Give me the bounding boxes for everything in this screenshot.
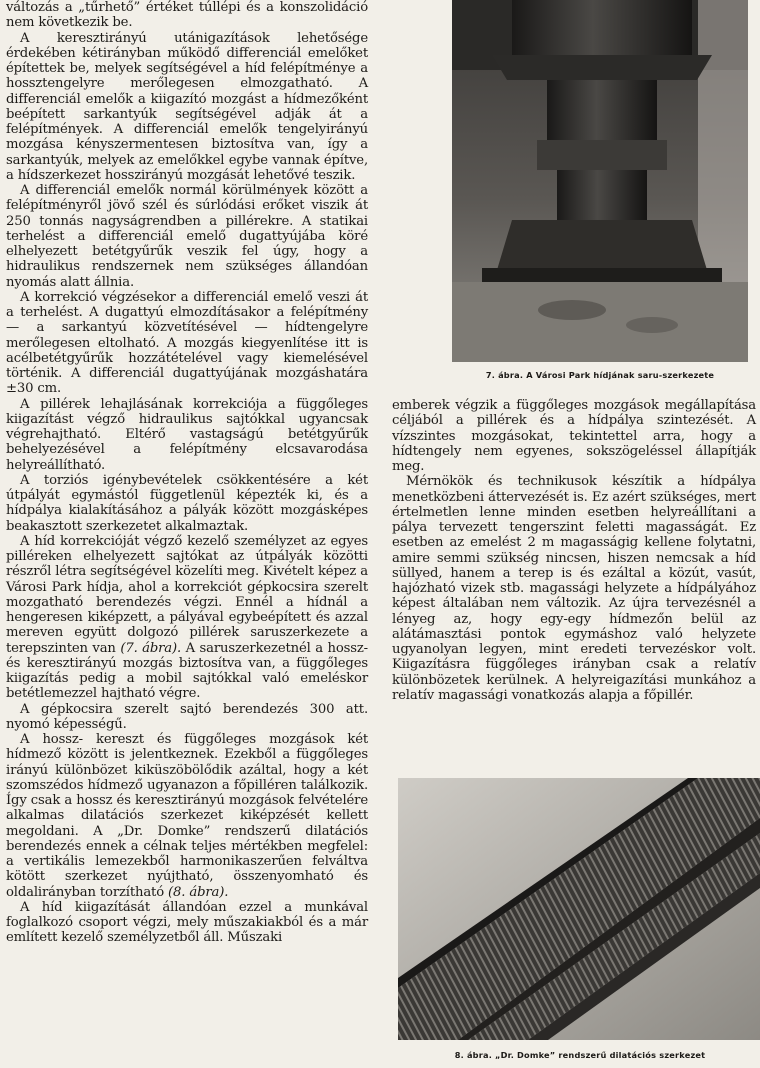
paragraph: A gépkocsira szerelt sajtó berendezés 300 att. nyomó képességű. — [6, 701, 368, 732]
paragraph — [6, 534, 368, 702]
figure-8-photo — [398, 778, 760, 1040]
paragraph: A keresztirányú utánigazítások lehetősége érdekében kétirányban működő differenciál emelőket építettek be, melyek segítségével a híd felépítménye a hossztengelyre merőlegesen elmozgatható. A differenciál emelők a kiigazító mozgást a hídmezőként beépített sarkantyúk segítségével adják át a felépítmények. A differenciál emelők tengelyirányú mozgása kényszermentesen biztosítva van, így a sarkantyúk, melyek az emelőkkel egybe vannak építve, a hídszerkezet hosszirányú mozgását lehetővé teszik. — [6, 30, 368, 183]
figure-reference: (7. ábra). — [120, 640, 182, 656]
figure-8-caption: 8. ábra. „Dr. Domke” rendszerű dilatációs szerkezet — [454, 1050, 706, 1060]
paragraph-text: A saruszerkezetnél a hossz- és keresztirányú mozgás biztosítva van, a függőleges kiigazítás pedig a mobil sajtókkal való emeléskor betétlemezzel hajtható végre. — [6, 640, 368, 702]
paragraph: változás a „tűrhető” értéket túllépi és a konszolidáció nem következik be. — [6, 0, 368, 31]
figure-7-caption: 7. ábra. A Városi Park hídjának saru-szerkezete — [485, 370, 715, 380]
paragraph: A korrekció végzésekor a differenciál emelő veszi át a terhelést. A dugattyú elmozdításakor a felépítmény — a sarkantyú közvetítésével — hídtengelyre merőlegesen eltolható. A mozgás kiegyenlítése itt is acélbetétgyűrűk hozzátételével vagy kiemelésével történik. A differenciál dugattyújának mozgáshatára ±30 cm. — [6, 289, 368, 397]
paragraph-text: A hossz- kereszt és függőleges mozgások két hídmező között is jelentkeznek. Ezekből a függőleges irányú különbözet kiküszöbölődik azáltal, hogy a két szomszédos hídmező ugyanazon a főpilléren találkozik. Így csak a hossz és keresztirányú mozgások felvételére alkalmas dilatációs szerkezet kiképzését kellett megoldani. A „Dr. Domke” rendszerű dilatációs berendezés ennek a célnak teljes mértékben megfelel: a vertikális lemezekből harmonikaszerűen felváltva kötött szerkezet nyújtható, összenyomható és oldalirányban torzítható — [6, 732, 368, 900]
paragraph: A híd kiigazítását állandóan ezzel a munkával foglalkozó csoport végzi, mely műszakiakból és a már említett kezelő személyzetből áll. Műszaki — [6, 899, 368, 946]
paragraph: A differenciál emelők normál körülmények között a felépítményről jövő szél és súrlódási erőket viszik át 250 tonnás nagyságrendben a pillérekre. A statikai terhelést a differenciál emelő dugattyújába köré elhelyezett betétgyűrűk veszik fel úgy, hogy a hidraulikus rendszernek nem szükséges állandóan nyomás alatt állnia. — [6, 183, 368, 290]
right-text-column — [392, 398, 756, 703]
paragraph: emberek végzik a függőleges mozgások megállapítása céljából a pillérek és a hídpálya szintezését. A vízszintes mozgásokat, tekintettel arra, hogy a hídtengely nem egyenes, sokszögeléssel állapítják meg. — [392, 398, 756, 474]
paragraph-text: A híd korrekcióját végző kezelő személyzet az egyes pilléreken elhelyezett sajtókat az útpályák közötti részről létra segítségével közelíti meg. Kivételt képez a Városi Park hídja, ahol a korrekciót gépkocsira szerelt mozgatható berendezés végzi. Ennél a hídnál a hengeresen kiképzett, a pályával egybeépített és azzal mereven együtt dolgozó pillérek saruszerkezete a terepszinten van — [6, 533, 368, 656]
paragraph: A pillérek lehajlásának korrekciója a függőleges kiigazítást végző hidraulikus sajtókkal ugyancsak végrehajtható. Eltérő vastagságú betétgyűrűk behelyezésével a felépítmény elcsavarodása helyreállítható. — [6, 396, 368, 473]
left-text-column — [6, 0, 368, 946]
paragraph: A torziós igénybevételek csökkentésére a két útpályát egymástól függetlenül képezték ki, és a hídpálya kialakításához a pályák között mozgásképes beakasztott szerkezetet alkalmaztak. — [6, 472, 368, 534]
paragraph: Mérnökök és technikusok készítik a hídpálya menetközbeni áttervezését is. Ez azért szükséges, mert értelmetlen lenne minden esetben helyreállítani a pálya tervezett tengerszint feletti magasságát. Ez esetben az emelést 2 m magasságig kellene folytatni, amire semmi szükség nincsen, hiszen nemcsak a híd süllyed, hanem a terep is és ezáltal a közút, vasút, hajózható vizek stb. magassági helyzete a hídpályához képest általában nem változik. Az újra tervezésnél a lényeg az, hogy egy-egy hídmezőn belül az alátámasztási pontok egymáshoz való helyzete ugyanolyan legyen, mint eredeti tervezéskor volt. Kiigazításra függőleges irányban csak a relatív különbözetek kerülnek. A helyreigazítási munkához a relatív magassági vonatkozás alapja a főpillér. — [392, 474, 756, 703]
paragraph — [6, 732, 368, 900]
figure-reference: (8. ábra). — [168, 884, 229, 900]
figure-7-photo — [452, 0, 748, 362]
